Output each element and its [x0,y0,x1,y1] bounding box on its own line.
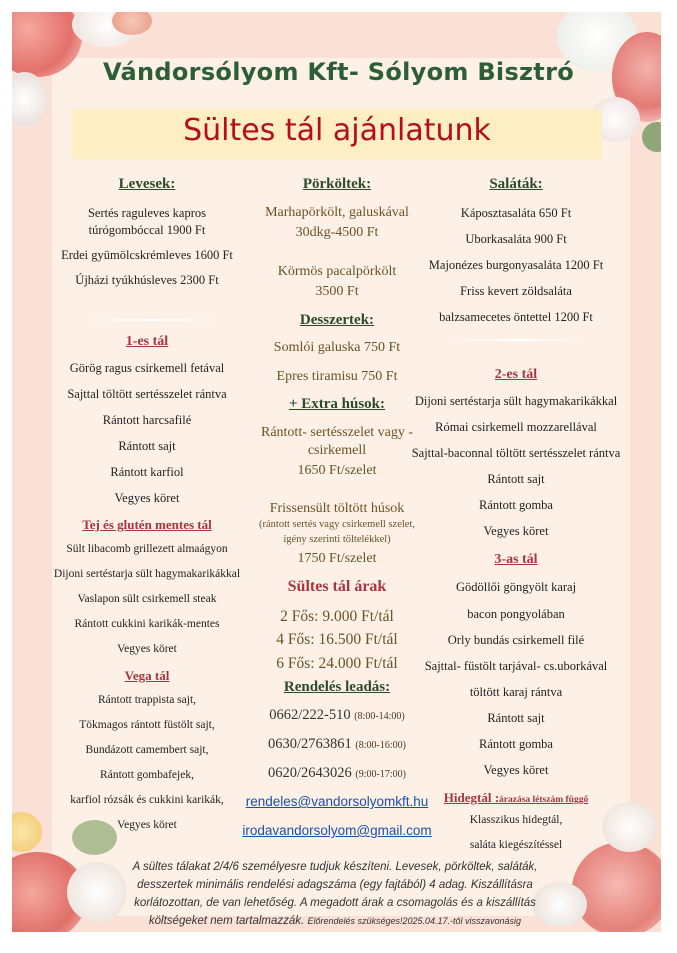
list-item: Somlói galuska 750 Ft [273,340,401,355]
list-item: saláta kiegészítéssel [469,839,563,851]
footer-line-last [40,912,630,930]
list-item: Újházi tyúkhúsleves 2300 Ft [75,273,219,287]
list-item: Vaslapon sült csirkemell steak [77,593,217,605]
list-item: Erdei gyümölcskrémleves 1600 Ft [61,248,233,262]
list-item: Rántott harcsafilé [102,413,192,427]
email-link-rendeles[interactable]: rendeles@vandorsolyomkft.hu [245,794,429,809]
hidegtal-note: árazása létszám függő [499,795,589,805]
footer-note [40,858,630,930]
list-item: töltött karaj rántva [469,685,563,699]
list-item: Rántott sajt [487,472,545,486]
page-subtitle: Sültes tál ajánlatunk [183,113,491,148]
list-item: Marhapörkölt, galuskával [265,205,409,220]
list-item: Rántott gomba [479,737,553,751]
divider [448,339,588,341]
list-item: Rántott trappista sajt, [97,694,197,706]
list-item: Rántott cukkini karikák-mentes [74,618,220,630]
list-item: Vegyes köret [117,643,177,655]
list-item: 3500 Ft [315,284,359,299]
list-item: Klasszikus hidegtál, [469,814,563,826]
footer-line: A sültes tálakat 2/4/6 személyesre tudjuk készíteni. Levesek, pörköltek, saláták, [132,861,538,873]
list-item: Frissensült töltött húsok [269,501,405,516]
porkoltek-heading: Pörköltek: [302,176,372,192]
list-item: 30dkg-4500 Ft [295,225,379,240]
price-4: 4 Fős: 16.500 Ft/tál [276,631,398,648]
rendeles-heading: Rendelés leadás: [283,679,391,695]
list-item: Epres tiramisu 750 Ft [276,369,398,384]
list-item: Rántott karfiol [110,465,184,479]
list-item: igény szerinti töltelékkel) [283,534,391,545]
list-item: Rántott sajt [118,439,176,453]
list-item: bacon pongyolában [467,607,565,621]
salatak-heading: Saláták: [489,176,543,192]
list-item: 1650 Ft/szelet [297,463,377,478]
list-item: Sajttal töltött sertésszelet rántva [67,387,227,401]
list-item: 1750 Ft/szelet [297,551,377,566]
footer-line: korlátozottan, de van lehetőség. A megadott árak a csomagolás és a kiszállítás [134,897,536,909]
list-item: Körmös pacalpörkölt [277,264,397,279]
list-item: Rántott sajt [487,711,545,725]
list-item: Orly bundás csirkemell filé [447,633,585,647]
price-6: 6 Fős: 24.000 Ft/tál [276,655,398,672]
list-item: balzsamecetes öntettel 1200 Ft [439,310,593,324]
list-item: Sertés raguleves kapros [87,206,207,220]
list-item: Gödöllői göngyölt karaj [455,580,577,594]
hidegtal-heading-row [398,789,634,807]
list-item: Görög ragus csirkemell fetával [69,361,225,375]
list-item: Sajttal-baconnal töltött sertésszelet rántva [411,446,621,460]
list-item: Rántott gombafejek, [100,769,194,781]
phone-number: 0620/2643026 [268,765,352,781]
vega-heading: Vega tál [124,668,170,683]
hidegtal-heading: Hidegtál : [443,790,500,805]
list-item: karfiol rózsák és cukkini karikák, [70,794,224,806]
list-item: Vegyes köret [114,491,180,505]
phone-hours: (8:00-14:00) [354,711,405,722]
list-item: csirkemell [307,443,367,458]
list-item: Vegyes köret [117,819,177,831]
right-column [398,0,634,953]
list-item: Uborkasaláta 900 Ft [465,232,567,246]
list-item: Rántott gomba [479,498,553,512]
levesek-heading: Levesek: [118,176,176,192]
list-item: (rántott sertés vagy csirkemell szelet, [259,519,415,530]
list-item: Dijoni sertéstarja sült hagymakarikákkal [53,568,241,580]
list-item: Bundázott camembert sajt, [85,744,209,756]
tal3-heading: 3-as tál [494,552,538,567]
phone-number: 0630/2763861 [268,736,352,752]
desszertek-heading: Desszertek: [299,312,375,328]
footer-line: desszertek minimális rendelési adagszáma (egy fajtából) 4 adag. Kiszállításra [137,879,533,891]
email-link-iroda[interactable]: irodavandorsolyom@gmail.com [242,823,432,838]
arak-heading: Sültes tál árak [287,578,387,595]
footer-validity-note: Előrendelés szükséges!2025.04.17.-től visszavonásig [307,916,522,926]
left-column [42,0,252,953]
restaurant-title: Vándorsólyom Kft- Sólyom Bisztró [102,58,575,86]
list-item: Sült libacomb grillezett almaágyon [66,543,228,555]
list-item: Majonézes burgonyasaláta 1200 Ft [428,258,604,272]
extra-heading: + Extra húsok: [288,396,386,412]
tej-heading: Tej és glutén mentes tál [82,517,212,532]
list-item: Friss kevert zöldsaláta [460,284,572,298]
phone-hours: (8:00-16:00) [355,740,406,751]
divider [82,319,222,321]
list-item: Vegyes köret [483,524,549,538]
list-item: túrógombóccal 1900 Ft [88,223,206,237]
list-item: Tökmagos rántott füstölt sajt, [79,719,215,731]
list-item: Káposztasaláta 650 Ft [460,206,572,220]
phone-number: 0662/222-510 [269,707,351,723]
list-item: Rántott- sertésszelet vagy - [260,425,413,440]
list-item: Sajttal- füstölt tarjával- cs.uborkával [424,659,608,673]
phone-hours: (9:00-17:00) [355,769,406,780]
price-2: 2 Fős: 9.000 Ft/tál [280,608,394,625]
list-item: Dijoni sertéstarja sült hagymakarikákkal [414,394,618,408]
list-item: Vegyes köret [483,763,549,777]
tal2-heading: 2-es tál [494,367,538,382]
footer-line: költségeket nem tartalmazzák. [148,915,305,927]
list-item: Római csirkemell mozzarellával [435,420,597,434]
tal1-heading: 1-es tál [125,334,169,349]
